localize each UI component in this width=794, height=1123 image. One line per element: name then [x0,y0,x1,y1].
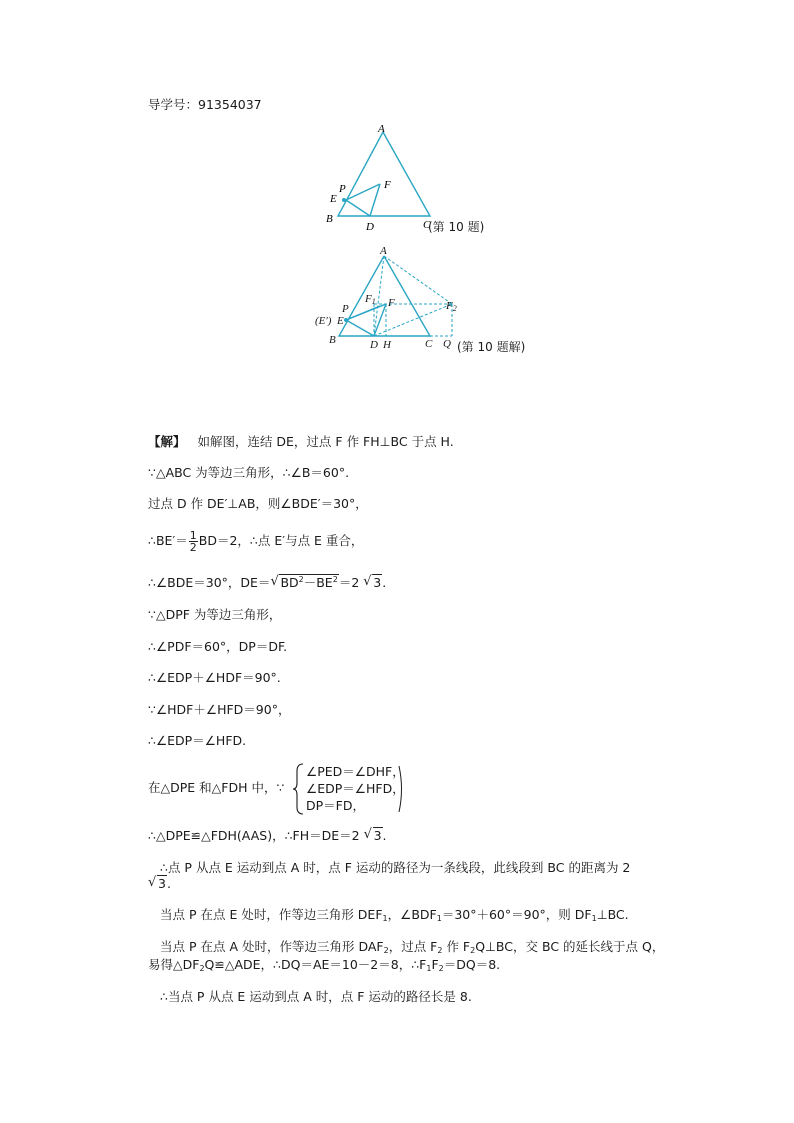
brace-line-3: DP＝FD， [306,798,365,813]
line-15-sub-1: 2 [383,946,389,955]
label-d: D [366,221,374,233]
line-4-part-b: BD＝2，∴点 E′与点 E 重合， [198,533,364,548]
solution-line-5 [148,575,386,591]
sqrt-expression [270,575,338,591]
line-15-c: 作 F [442,939,471,954]
fraction-numerator: 1 [189,529,197,542]
line-14-a: 当点 P 在点 E 处时，作等边三角形 DEF [160,907,383,922]
solution-line-13: ∴点 P 从点 E 运动到点 A 时，点 F 运动的路径为一条线段，此线段到 BC 的距离为 2 [160,860,631,875]
fig2-label-e: E [337,315,344,327]
fig2-label-f: F [388,297,395,309]
figure-2-caption: (第 10 题解) [457,340,526,354]
line-14-sub-1: 1 [382,914,388,923]
fraction-denominator: 2 [189,541,197,554]
solution-line-9: ∵∠HDF＋∠HFD＝90°， [148,702,291,717]
fig2-label-p: P [342,303,349,315]
radicand-sup-1: 2 [298,575,304,584]
fig2-label-d: D [370,339,378,351]
fig2-label-f1-sub: 1 [371,297,376,306]
line-14-c: ＝30°＋60°＝90°，则 DF [441,907,592,922]
figure-1-triangle [320,120,520,235]
brace-lines [306,763,405,814]
line-15-b: ，过点 F [388,939,438,954]
line-13-end: . [166,876,171,891]
line-14-sub-3: 1 [591,914,597,923]
solution-line-10: ∴∠EDP＝∠HFD. [148,733,247,748]
solution-line-4 [148,530,363,553]
solution-line-6: ∵△DPF 为等边三角形， [148,607,282,622]
line-14-b: ，∠BDF [387,907,437,922]
solution-line-13-cont [148,876,171,892]
solution-line-16 [148,957,500,973]
fraction-one-half [189,530,198,553]
line-12-part-b: . [382,828,387,843]
solution-line-11: 在△DPE 和△FDH 中，∵ [148,780,285,795]
fig2-label-b: B [329,334,336,346]
fig2-label-f2-letter: F [446,300,453,312]
line-14-sub-2: 1 [436,914,442,923]
solution-line-3: 过点 D 作 DE′⊥AB，则∠BDE′＝30°， [148,496,368,511]
solution-line-2: ∵△ABC 为等边三角形，∴∠B＝60°. [148,465,350,480]
line-14-d: ⊥BC. [596,907,629,922]
line-15-sub-3: 2 [470,946,476,955]
label-a: A [378,123,385,135]
segment-ef1 [346,306,380,320]
fig2-label-h: H [383,339,391,351]
solution-line-8: ∴∠EDP＋∠HDF＝90°. [148,670,281,685]
brace-line-1: ∠PED＝∠DHF， [306,764,405,779]
solution-tag: 【解】 [148,434,186,449]
label-f: F [384,179,391,191]
radicand-be: －BE [303,575,333,590]
sqrt-3-c [148,876,167,892]
line-16-a: 易得△DF [148,957,200,972]
line-16-sub-2: 1 [426,964,432,973]
fig2-label-e-prime: (E′) [315,315,332,327]
segment-pd [346,200,370,216]
fig2-label-a: A [380,245,387,257]
figure-1-caption: (第 10 题) [428,220,485,234]
line-5-part-c: . [382,575,387,590]
line-16-c: F [431,957,439,972]
guide-number: 91354037 [198,97,262,112]
segment-fd [370,184,380,216]
solution-line-17: ∴当点 P 从点 E 运动到点 A 时，点 F 运动的路径长是 8. [160,989,472,1004]
sqrt-3-b-radicand: 3 [373,828,382,843]
segment-pd [346,320,374,336]
sqrt-3-radicand: 3 [373,575,382,590]
brace-system [292,763,412,815]
sqrt-3 [363,575,382,591]
right-paren [398,765,406,813]
sqrt-radicand [279,574,338,590]
solution-line-12 [148,828,387,844]
label-p: P [339,183,346,195]
fig2-label-f2 [446,300,457,312]
line-16-sub-3: 2 [438,964,444,973]
point-e [342,198,346,202]
line-16-sub-1: 2 [199,964,205,973]
point-e [344,318,348,322]
radicand-sup-2: 2 [332,575,338,584]
label-e: E [330,193,337,205]
fig2-label-f2-sub: 2 [452,304,457,313]
line-4-part-a: ∴BE′＝ [148,533,188,548]
radicand-bd: BD [280,575,299,590]
solution-line-15 [160,939,664,955]
solution-line-1 [148,434,454,450]
line-12-part-a: ∴△DPE≌△FDH(AAS)，∴FH＝DE＝2 [148,828,360,843]
line-5-part-a: ∴∠BDE＝30°，DE＝ [148,575,271,590]
fig2-label-f1 [365,293,376,305]
label-c: C [423,219,431,231]
sqrt-3-c-radicand: 3 [158,876,166,891]
fig2-label-c: C [425,338,433,350]
line-15-a: 当点 P 在点 A 处时，作等边三角形 DAF [160,939,384,954]
solution-line-1-text: 如解图，连结 DE，过点 F 作 FH⊥BC 于点 H. [197,434,454,449]
line-15-sub-2: 2 [437,946,443,955]
sqrt-3-b [364,828,383,844]
line-16-d: ＝DQ＝8. [443,957,501,972]
label-b: B [326,213,333,225]
solution-line-7: ∴∠PDF＝60°，DP＝DF. [148,639,288,654]
line-15-d: Q⊥BC，交 BC 的延长线于点 Q， [475,939,665,954]
left-brace [292,763,306,815]
line-16-b: Q≌△ADE，∴DQ＝AE＝10－2＝8，∴F [204,957,427,972]
fig2-label-f1-letter: F [365,293,372,305]
solution-line-14 [160,907,629,923]
fig2-label-q: Q [443,338,451,350]
guide-number-line [148,97,262,113]
brace-line-2: ∠EDP＝∠HFD， [306,781,405,796]
guide-label: 导学号： [148,97,199,112]
line-5-part-b: ＝2 [338,575,360,590]
